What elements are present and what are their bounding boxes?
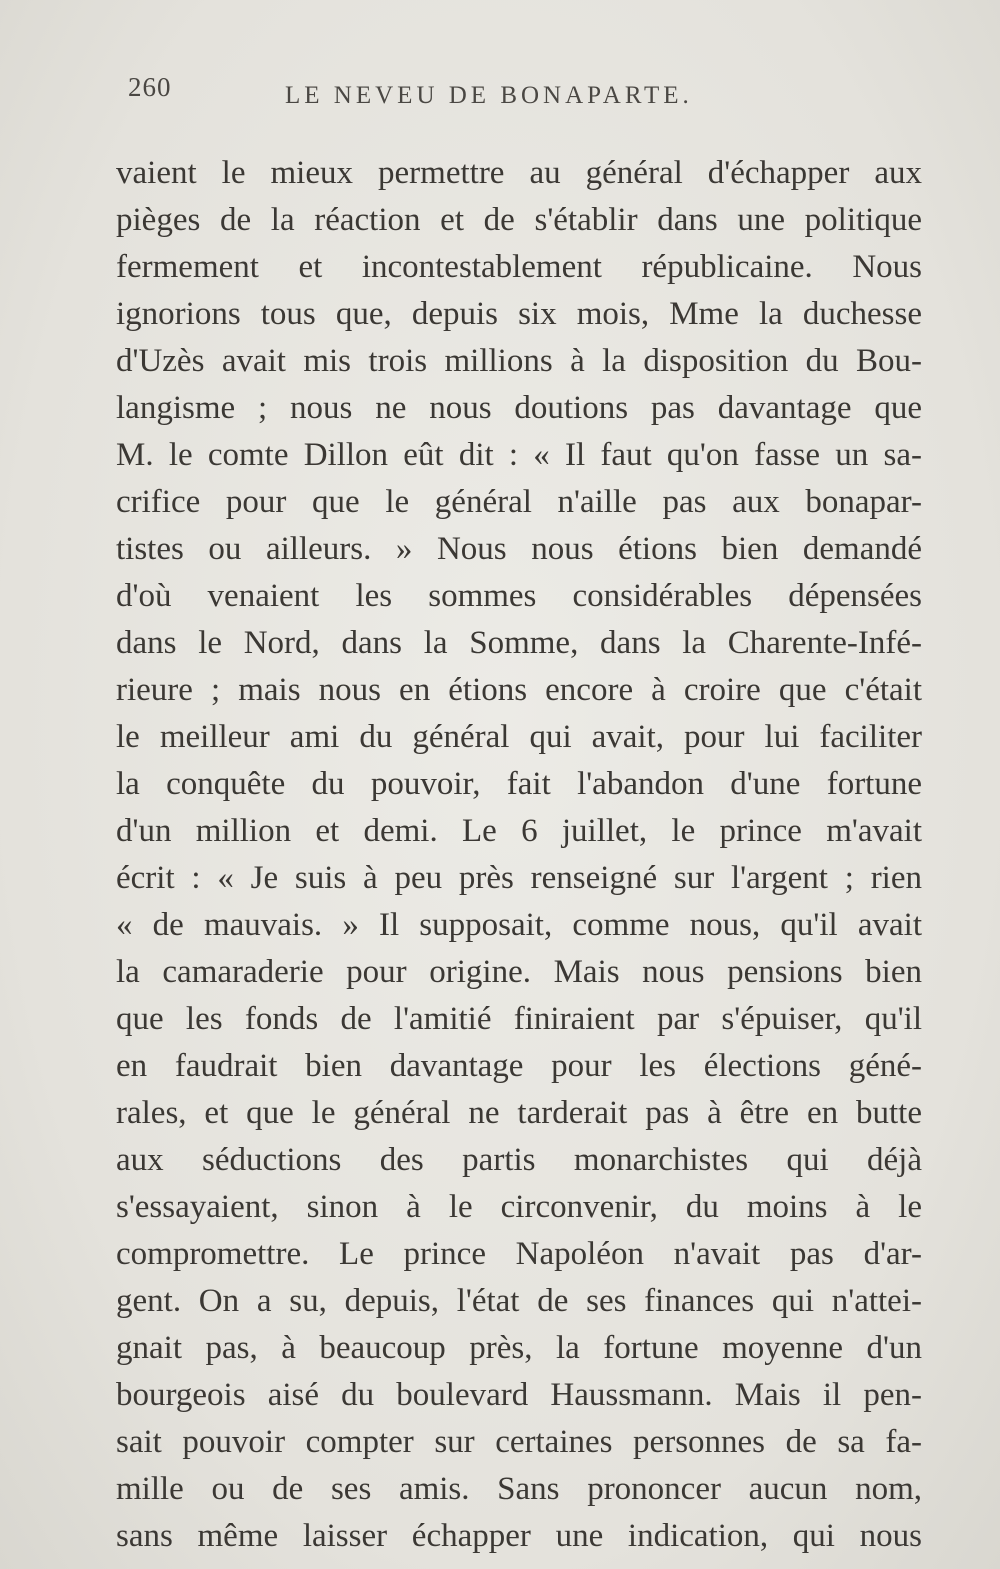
text-line: dans le Nord, dans la Somme, dans la Charente-Infé- <box>116 625 922 661</box>
text-line: ignorions tous que, depuis six mois, Mme la duchesse <box>116 296 922 332</box>
text-line: M. le comte Dillon eût dit : « Il faut qu'on fasse un sa- <box>116 437 922 473</box>
text-line: compromettre. Le prince Napoléon n'avait pas d'ar- <box>116 1236 922 1272</box>
text-line: écrit : « Je suis à peu près renseigné sur l'argent ; rien <box>116 860 922 896</box>
text-line: d'un million et demi. Le 6 juillet, le prince m'avait <box>116 813 922 849</box>
text-line: tistes ou ailleurs. » Nous nous étions bien demandé <box>116 531 922 567</box>
body-text <box>116 150 922 1560</box>
text-line: d'Uzès avait mis trois millions à la disposition du Bou- <box>116 343 922 379</box>
text-line: bourgeois aisé du boulevard Haussmann. Mais il pen- <box>116 1377 922 1413</box>
text-line: rieure ; mais nous en étions encore à croire que c'était <box>116 672 922 708</box>
text-line: rales, et que le général ne tarderait pas à être en butte <box>116 1095 922 1131</box>
text-line: la camaraderie pour origine. Mais nous pensions bien <box>116 954 922 990</box>
text-line: gnait pas, à beaucoup près, la fortune moyenne d'un <box>116 1330 922 1366</box>
text-line: crifice pour que le général n'aille pas aux bonapar- <box>116 484 922 520</box>
page-number: 260 <box>128 72 172 102</box>
running-title: LE NEVEU DE BONAPARTE. <box>285 82 693 109</box>
text-line: aux séductions des partis monarchistes qui déjà <box>116 1142 922 1178</box>
text-line: vaient le mieux permettre au général d'échapper aux <box>116 155 922 191</box>
text-line: langisme ; nous ne nous doutions pas davantage que <box>116 390 922 426</box>
text-line: d'où venaient les sommes considérables dépensées <box>116 578 922 614</box>
text-line: sans même laisser échapper une indication, qui nous <box>116 1518 922 1554</box>
text-line: sait pouvoir compter sur certaines personnes de sa fa- <box>116 1424 922 1460</box>
running-head <box>128 72 778 112</box>
text-line: en faudrait bien davantage pour les élections géné- <box>116 1048 922 1084</box>
text-line: le meilleur ami du général qui avait, pour lui faciliter <box>116 719 922 755</box>
text-line: pièges de la réaction et de s'établir dans une politique <box>116 202 922 238</box>
text-line: mille ou de ses amis. Sans prononcer aucun nom, <box>116 1471 922 1507</box>
text-line: que les fonds de l'amitié finiraient par s'épuiser, qu'il <box>116 1001 922 1037</box>
text-line: fermement et incontestablement républicaine. Nous <box>116 249 922 285</box>
text-line: gent. On a su, depuis, l'état de ses finances qui n'attei- <box>116 1283 922 1319</box>
text-line: s'essayaient, sinon à le circonvenir, du moins à le <box>116 1189 922 1225</box>
text-line: « de mauvais. » Il supposait, comme nous, qu'il avait <box>116 907 922 943</box>
text-line: la conquête du pouvoir, fait l'abandon d'une fortune <box>116 766 922 802</box>
